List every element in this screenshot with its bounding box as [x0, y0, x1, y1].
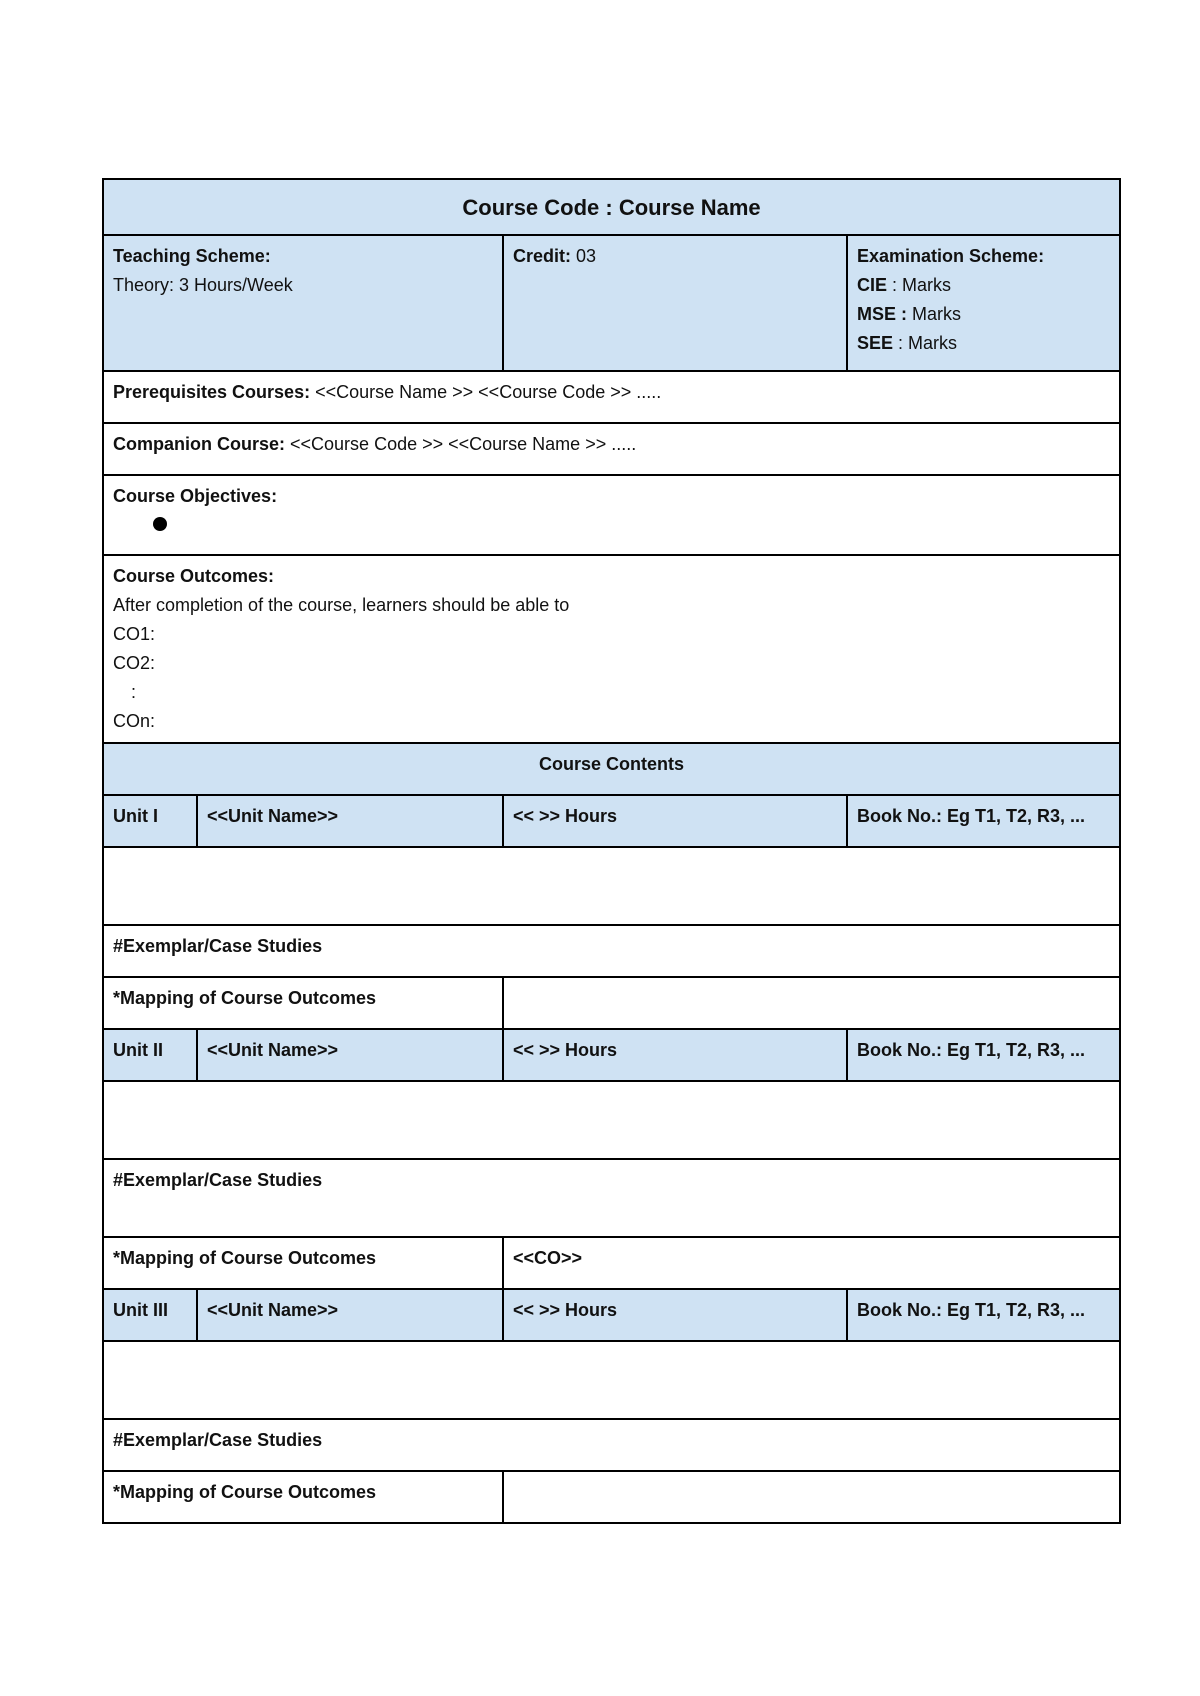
- examination-scheme-label: Examination Scheme:: [857, 246, 1045, 266]
- unit-name: <<Unit Name>>: [197, 1289, 503, 1341]
- unit-header-row: [103, 1029, 1120, 1081]
- unit-name: <<Unit Name>>: [197, 1029, 503, 1081]
- unit-hours: << >> Hours: [503, 1029, 847, 1081]
- mapping-value: <<CO>>: [503, 1237, 1120, 1289]
- unit-content-row: [103, 847, 1120, 925]
- credit-value: 03: [571, 246, 597, 266]
- unit-content-cell: [103, 1341, 1120, 1419]
- see-line: [857, 329, 1110, 358]
- unit-number: Unit II: [103, 1029, 197, 1081]
- companion-value: <<Course Code >> <<Course Name >> .....: [285, 434, 637, 454]
- unit-hours: << >> Hours: [503, 1289, 847, 1341]
- unit-content-cell: [103, 847, 1120, 925]
- companion-label: Companion Course:: [113, 434, 286, 454]
- mapping-row: [103, 1471, 1120, 1523]
- unit-book: Book No.: Eg T1, T2, R3, ...: [847, 1289, 1120, 1341]
- objectives-row: [103, 475, 1120, 555]
- outcome-item: :: [131, 682, 137, 702]
- objectives-cell: [103, 475, 1120, 555]
- prerequisites-cell: [103, 371, 1120, 423]
- cie-line: [857, 271, 1110, 300]
- title-row: [103, 179, 1120, 235]
- bullet-icon: [153, 517, 167, 531]
- objectives-label: Course Objectives:: [113, 486, 278, 506]
- mapping-label: *Mapping of Course Outcomes: [103, 1471, 503, 1523]
- see-value: : Marks: [898, 333, 958, 353]
- credit-cell: [503, 235, 847, 371]
- outcome-item: COn:: [113, 711, 156, 731]
- unit-book: Book No.: Eg T1, T2, R3, ...: [847, 1029, 1120, 1081]
- syllabus-table: [102, 178, 1121, 1524]
- unit-content-row: [103, 1341, 1120, 1419]
- course-title: Course Code : Course Name: [103, 179, 1120, 235]
- unit-content-row: [103, 1081, 1120, 1159]
- outcomes-row: [103, 555, 1120, 743]
- mapping-row: [103, 1237, 1120, 1289]
- outcomes-intro: After completion of the course, learners should be able to: [113, 595, 570, 615]
- mapping-value: [503, 1471, 1120, 1523]
- exemplar-label: #Exemplar/Case Studies: [103, 925, 1120, 977]
- prerequisites-row: [103, 371, 1120, 423]
- cie-label: CIE: [857, 275, 888, 295]
- course-contents-heading: Course Contents: [103, 743, 1120, 795]
- see-label: SEE: [857, 333, 894, 353]
- companion-row: [103, 423, 1120, 475]
- exemplar-row: [103, 925, 1120, 977]
- prerequisites-value: <<Course Name >> <<Course Code >> .....: [310, 382, 662, 402]
- mse-line: [857, 300, 1110, 329]
- scheme-row: [103, 235, 1120, 371]
- unit-content-cell: [103, 1081, 1120, 1159]
- mse-label: MSE :: [857, 304, 908, 324]
- mapping-value: [503, 977, 1120, 1029]
- unit-name: <<Unit Name>>: [197, 795, 503, 847]
- unit-number: Unit I: [103, 795, 197, 847]
- outcomes-cell: [103, 555, 1120, 743]
- outcomes-label: Course Outcomes:: [113, 566, 275, 586]
- unit-book: Book No.: Eg T1, T2, R3, ...: [847, 795, 1120, 847]
- teaching-scheme-value: Theory: 3 Hours/Week: [113, 275, 293, 295]
- unit-header-row: [103, 795, 1120, 847]
- unit-header-row: [103, 1289, 1120, 1341]
- exemplar-row: [103, 1159, 1120, 1237]
- mapping-label: *Mapping of Course Outcomes: [103, 1237, 503, 1289]
- teaching-scheme-label: Teaching Scheme:: [113, 246, 271, 266]
- exemplar-row: [103, 1419, 1120, 1471]
- credit-label: Credit:: [513, 246, 571, 266]
- exemplar-label: #Exemplar/Case Studies: [103, 1419, 1120, 1471]
- cie-value: : Marks: [892, 275, 952, 295]
- course-contents-row: [103, 743, 1120, 795]
- examination-scheme-cell: [847, 235, 1120, 371]
- outcome-item: CO2:: [113, 653, 156, 673]
- mapping-row: [103, 977, 1120, 1029]
- outcome-item: CO1:: [113, 624, 156, 644]
- unit-number: Unit III: [103, 1289, 197, 1341]
- syllabus-page: [102, 178, 1119, 1524]
- prerequisites-label: Prerequisites Courses:: [113, 382, 311, 402]
- mse-value: Marks: [907, 304, 962, 324]
- unit-hours: << >> Hours: [503, 795, 847, 847]
- mapping-label: *Mapping of Course Outcomes: [103, 977, 503, 1029]
- exemplar-label: #Exemplar/Case Studies: [103, 1159, 1120, 1237]
- companion-cell: [103, 423, 1120, 475]
- teaching-scheme-cell: [103, 235, 503, 371]
